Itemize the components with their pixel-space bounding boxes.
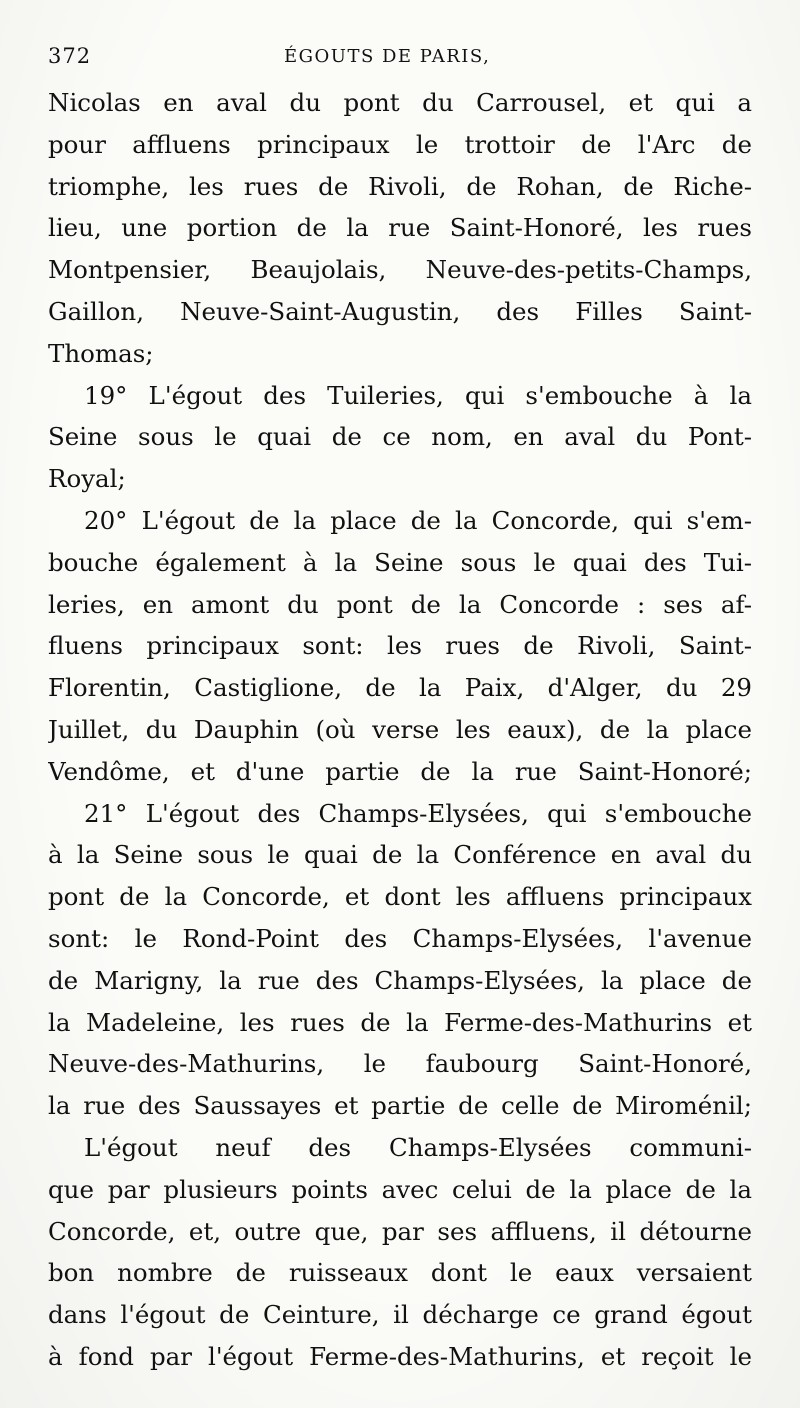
- text-line: à la Seine sous le quai de la Conférence en aval du: [48, 840, 752, 870]
- text-line: pont de la Concorde, et dont les affluens principaux: [48, 882, 752, 912]
- text-line: pour affluens principaux le trottoir de l'Arc de: [48, 129, 752, 159]
- text-line: lieu, une portion de la rue Saint-Honoré, les rues: [48, 213, 752, 243]
- text-line: Seine sous le quai de ce nom, en aval du Pont-: [48, 422, 752, 452]
- text-line: Florentin, Castiglione, de la Paix, d'Alger, du 29: [48, 673, 752, 703]
- text-line: bouche également à la Seine sous le quai des Tui-: [48, 547, 752, 577]
- text-line: Juillet, du Dauphin (où verse les eaux), de la place: [48, 714, 752, 744]
- text-line: sont: le Rond-Point des Champs-Elysées, l'avenue: [48, 923, 752, 953]
- text-line: triomphe, les rues de Rivoli, de Rohan, de Riche-: [48, 171, 752, 201]
- text-line: 21° L'égout des Champs-Elysées, qui s'embouche: [84, 798, 752, 828]
- text-line: Vendôme, et d'une partie de la rue Saint-Honoré;: [48, 756, 752, 786]
- page-header: [48, 44, 748, 74]
- text-line: à fond par l'égout Ferme-des-Mathurins, et reçoit le: [48, 1341, 752, 1371]
- text-line: 19° L'égout des Tuileries, qui s'embouche à la: [84, 380, 752, 410]
- text-line: Royal;: [48, 464, 126, 494]
- text-line: la rue des Saussayes et partie de celle de Miroménil;: [48, 1091, 752, 1121]
- text-line: Nicolas en aval du pont du Carrousel, et qui a: [48, 88, 752, 117]
- text-line: que par plusieurs points avec celui de la place de la: [48, 1174, 752, 1204]
- text-line: Thomas;: [48, 338, 154, 368]
- text-line: 20° L'égout de la place de la Concorde, qui s'em-: [84, 505, 752, 535]
- text-line: Concorde, et, outre que, par ses affluens, il détourne: [48, 1216, 752, 1246]
- running-title: ÉGOUTS DE PARIS,: [284, 46, 491, 67]
- text-line: Gaillon, Neuve-Saint-Augustin, des Filles Saint-: [48, 296, 752, 326]
- text-line: Montpensier, Beaujolais, Neuve-des-petits-Champs,: [48, 255, 752, 285]
- text-line: bon nombre de ruisseaux dont le eaux versaient: [48, 1258, 752, 1288]
- body-text: [48, 82, 752, 1378]
- text-line: fluens principaux sont: les rues de Rivoli, Saint-: [48, 631, 752, 661]
- text-line: de Marigny, la rue des Champs-Elysées, la place de: [48, 965, 752, 995]
- text-line: leries, en amont du pont de la Concorde : ses af-: [48, 589, 752, 619]
- text-line: Neuve-des-Mathurins, le faubourg Saint-Honoré,: [48, 1049, 752, 1079]
- text-line: la Madeleine, les rues de la Ferme-des-Mathurins et: [48, 1007, 752, 1037]
- text-line: dans l'égout de Ceinture, il décharge ce grand égout: [48, 1300, 752, 1330]
- text-line: L'égout neuf des Champs-Elysées communi-: [84, 1132, 752, 1162]
- page-number: 372: [48, 44, 92, 68]
